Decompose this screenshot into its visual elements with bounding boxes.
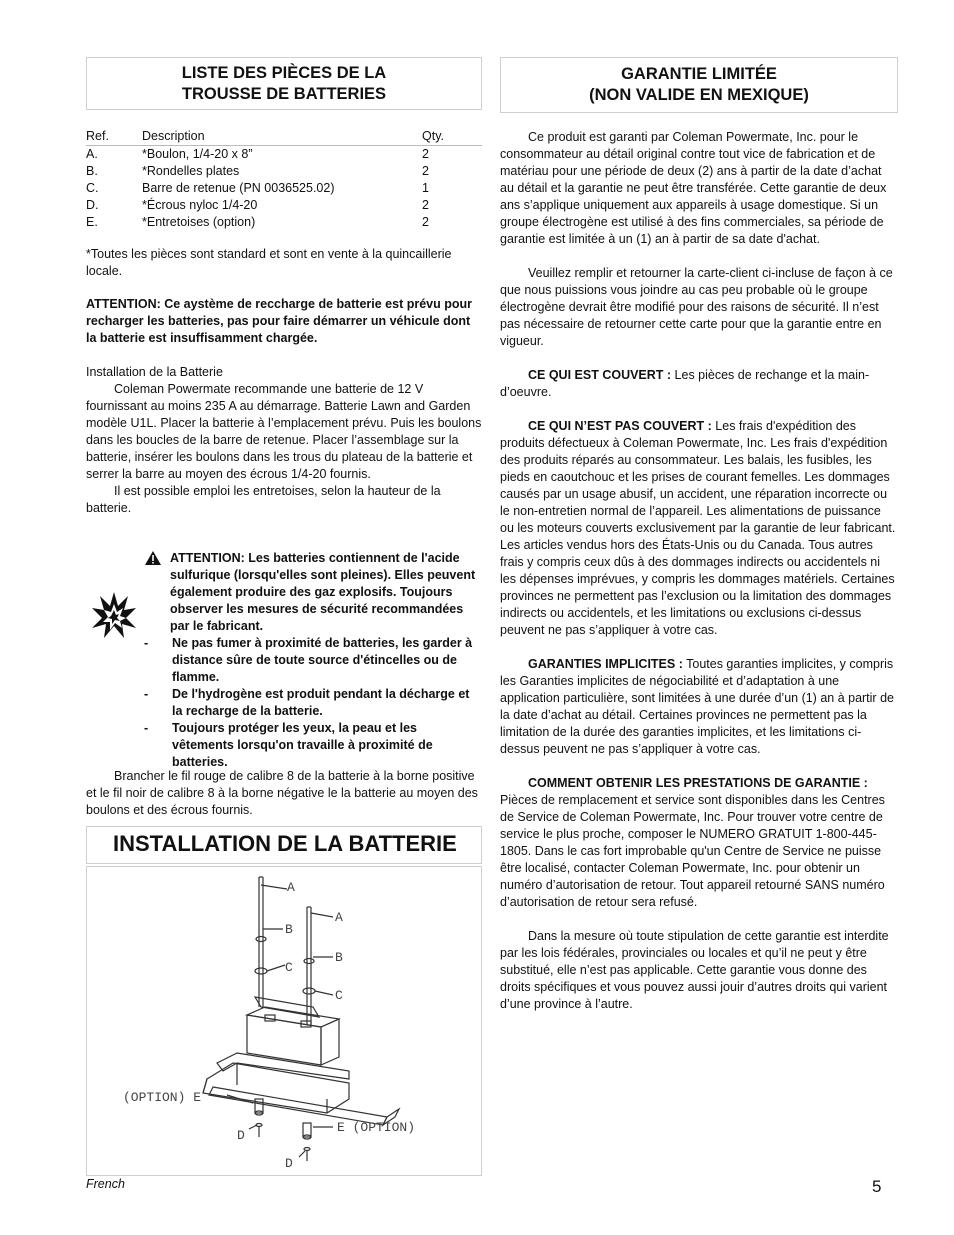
install-title-box bbox=[86, 826, 482, 864]
warranty-covered bbox=[500, 367, 898, 401]
qty-header: Qty. bbox=[422, 128, 482, 146]
description-header: Description bbox=[142, 128, 422, 146]
qty-cell: 2 bbox=[422, 215, 429, 229]
description-cell: *Entretoises (option) bbox=[142, 215, 256, 229]
label-d-left: D bbox=[237, 1128, 245, 1143]
label-b-right: B bbox=[335, 950, 343, 965]
warranty-implied bbox=[500, 656, 898, 758]
service-text: Pièces de remplacement et service sont disponibles dans les Centres de Service de Coleman Powermate, Inc. Pour trouver votre centre de service le plus proche, composer le NUMERO GRATUIT 1-800-445-1805. Dans le cas fort improbable qu'un Centre de Service ne puisse être localisé, contacter Coleman Powermate, Inc. pour obtenir un numéro d’autorisation de retour. Tout appareil retourné SANS numéro d’autorisation de retour sera refusé. bbox=[500, 793, 885, 909]
explosion-icon bbox=[90, 590, 138, 640]
wiring-instructions: Brancher le fil rouge de calibre 8 de la batterie à la borne positive et le fil noir de calibre 8 à la borne négative le la batterie au moyen des boulons et des écrous fournis. bbox=[86, 769, 478, 817]
label-d-right: D bbox=[285, 1156, 293, 1171]
parts-title-line1: LISTE DES PIÈCES DE LA bbox=[181, 63, 387, 82]
warranty-title-line1: GARANTIE LIMITÉE bbox=[621, 65, 777, 83]
install-title: INSTALLATION DE LA BATTERIE bbox=[113, 831, 457, 856]
warning-main-text: ATTENTION: Les batteries contiennent de l'acide sulfurique (lorsqu'elles sont pleines). Elles peuvent également produire des gaz explosifs. Toujours observer les mesures de sécurité recommandées par le fabricant. bbox=[170, 551, 476, 633]
warning-item-text: De l'hydrogène est produit pendant la décharge et la recharge de la batterie. bbox=[172, 687, 470, 718]
installation-heading: Installation de la Batterie bbox=[86, 365, 223, 379]
warning-item-text: Ne pas fumer à proximité de batteries, les garder à distance sûre de toute source d'étincelles ou de flamme. bbox=[172, 636, 473, 684]
not-covered-text: Les frais d'expédition des produits défectueux à Coleman Powermate, Inc. Les frais d'expédition des produits réparés au consommateur. Les balais, les fusibles, les pieds en caoutchouc et les prises de courant femelles. Les dommages causés par un usage abusif, un accident, une réparation incorrecte ou le non-entretien normal de l’appareil. Les alimentations de puissance ou les moteurs couverts exclusivement par la garantie de leur fabricant. Les articles vendus hors des États-Unis ou du Canada. Tous autres frais y compris ceux dûs à des dommages indirects ou accidentels ni les dépenses imprévues, y compris les dommages matériels. Certaines provinces ne permettent pas l’exclusion ou la limitation des dommages indirects ou accidentels, et les limitations ou exclusions ci-dessus peuvent ne pas s’appliquer à votre cas. bbox=[500, 419, 896, 637]
label-c-left: C bbox=[285, 960, 293, 975]
covered-text: Les pièces de rechange et la main-d’oeuvre. bbox=[500, 368, 870, 399]
recharge-attention: ATTENTION: Ce aystème de reccharge de batterie est prévu pour recharger les batteries, pas pour faire démarrer un véhicule dont la batterie est insuffisamment chargée. bbox=[86, 297, 472, 345]
warning-main bbox=[144, 550, 482, 635]
label-option-right: E (OPTION) bbox=[337, 1120, 416, 1135]
label-option-left: (OPTION) E bbox=[123, 1090, 202, 1105]
table-row bbox=[86, 180, 482, 197]
list-item: - Ne pas fumer à proximité de batteries, les garder à distance sûre de toute source d'étincelles ou de flamme. bbox=[144, 636, 473, 684]
label-a-right: A bbox=[335, 910, 343, 925]
warranty-service bbox=[500, 775, 898, 911]
implied-heading: GARANTIES IMPLICITES : bbox=[528, 657, 683, 671]
not-covered-heading: CE QUI N’EST PAS COUVERT : bbox=[528, 419, 712, 433]
table-row bbox=[86, 214, 482, 231]
description-cell: *Rondelles plates bbox=[142, 164, 240, 178]
list-item: - Toujours protéger les yeux, la peau et les vêtements lorsqu'on travaille à proximité de batteries. bbox=[144, 721, 433, 769]
ref-cell: A. bbox=[86, 147, 98, 161]
footer-language: French bbox=[86, 1177, 125, 1191]
diagram-drawing bbox=[87, 867, 481, 1175]
qty-cell: 1 bbox=[422, 181, 429, 195]
warranty-paragraph-2: Veuillez remplir et retourner la carte-client ci-incluse de façon à ce que nous puissions vous joindre au cas peu probable où le groupe électrogène devrait être modifié pour des raisons de sécurité. Il n’est pas nécessaire de retourner cette carte pour que la garantie entre en vigueur. bbox=[500, 266, 893, 348]
ref-cell: B. bbox=[86, 164, 98, 178]
warranty-paragraph-1: Ce produit est garanti par Coleman Powermate, Inc. pour le consommateur au détail original contre tout vice de fabrication et de matériau pour une période de deux (2) ans à partir de la date d’achat au détail et la garantie ne peut être transférée. Cette garantie de deux ans s’applique uniquement aux appareils à usage domestique. Si un groupe électrogène est utilisé à des fins commerciales, sa période de garantie est limitée à un (1) an à partir de sa date d'achat. bbox=[500, 130, 887, 246]
qty-cell: 2 bbox=[422, 164, 429, 178]
parts-table-header bbox=[86, 128, 482, 146]
installation-paragraph-2: Il est possible emploi les entretoises, selon la hauteur de la batterie. bbox=[86, 484, 441, 515]
qty-cell: 2 bbox=[422, 147, 429, 161]
ref-header: Ref. bbox=[86, 128, 142, 146]
warranty-text bbox=[500, 129, 898, 1013]
installation-paragraph-1: Coleman Powermate recommande une batterie de 12 V fournissant au moins 235 A au démarrage. Batterie Lawn and Garden modèle U1L. Placer la batterie à l’emplacement prévu. Puis les boulons dans les boucles de la barre de retenue. Placer l’assemblage sur la batterie, insérer les boulons dans les trous du plateau de la batterie et serrer la barre au moyen des écrous 1/4-20 fournis. bbox=[86, 382, 482, 481]
installation-section bbox=[86, 364, 482, 517]
warning-triangle-icon bbox=[144, 550, 162, 566]
table-row bbox=[86, 163, 482, 180]
implied-text: Toutes garanties implicites, y compris les Garanties implicites de négociabilité et d’adaptation à une application particulière, sont limitées à une durée d’un (1) an à partir de la date d’achat au détail. Certaines provinces ne permettent pas la limitation de la durée des garanties implicites, et les limitations ci-dessus peuvent ne pas s’appliquer à votre cas. bbox=[500, 657, 894, 756]
table-row bbox=[86, 197, 482, 214]
warning-item-text: Toujours protéger les yeux, la peau et les vêtements lorsqu'on travaille à proximité de batteries. bbox=[172, 721, 433, 769]
parts-list-title-box bbox=[86, 57, 482, 110]
parts-title-line2: TROUSSE DE BATTERIES bbox=[181, 84, 387, 103]
qty-cell: 2 bbox=[422, 198, 429, 212]
warranty-not-covered bbox=[500, 418, 898, 639]
list-item: - De l'hydrogène est produit pendant la décharge et la recharge de la batterie. bbox=[144, 687, 470, 718]
parts-table bbox=[86, 128, 482, 231]
battery-installation-diagram bbox=[86, 866, 482, 1176]
warranty-final: Dans la mesure où toute stipulation de cette garantie est interdite par les lois fédérales, provinciales ou locales et qu’il ne peut y être substitué, elle n’est pas applicable. Cette garantie vous donne des droits spécifiques et vous pouvez aussi jouir d’autres droits qui varient d’une province à l’autre. bbox=[500, 929, 889, 1011]
label-b-left: B bbox=[285, 922, 293, 937]
description-cell: *Écrous nyloc 1/4-20 bbox=[142, 198, 258, 212]
parts-footnote: *Toutes les pièces sont standard et sont en vente à la quincaillerie locale. bbox=[86, 247, 452, 278]
warranty-title-line2: (NON VALIDE EN MEXIQUE) bbox=[589, 86, 809, 104]
label-a-left: A bbox=[287, 880, 295, 895]
ref-cell: C. bbox=[86, 181, 99, 195]
ref-cell: D. bbox=[86, 198, 99, 212]
description-cell: Barre de retenue (PN 0036525.02) bbox=[142, 181, 335, 195]
ref-cell: E. bbox=[86, 215, 98, 229]
service-heading: COMMENT OBTENIR LES PRESTATIONS DE GARANTIE : bbox=[528, 776, 868, 790]
warranty-title-box bbox=[500, 57, 898, 113]
table-row bbox=[86, 146, 482, 164]
description-cell: *Boulon, 1/4-20 x 8” bbox=[142, 147, 253, 161]
battery-warning-block bbox=[86, 542, 482, 768]
warning-list bbox=[144, 635, 482, 771]
label-c-right: C bbox=[335, 988, 343, 1003]
page-number: 5 bbox=[872, 1177, 882, 1196]
covered-heading: CE QUI EST COUVERT : bbox=[528, 368, 672, 382]
